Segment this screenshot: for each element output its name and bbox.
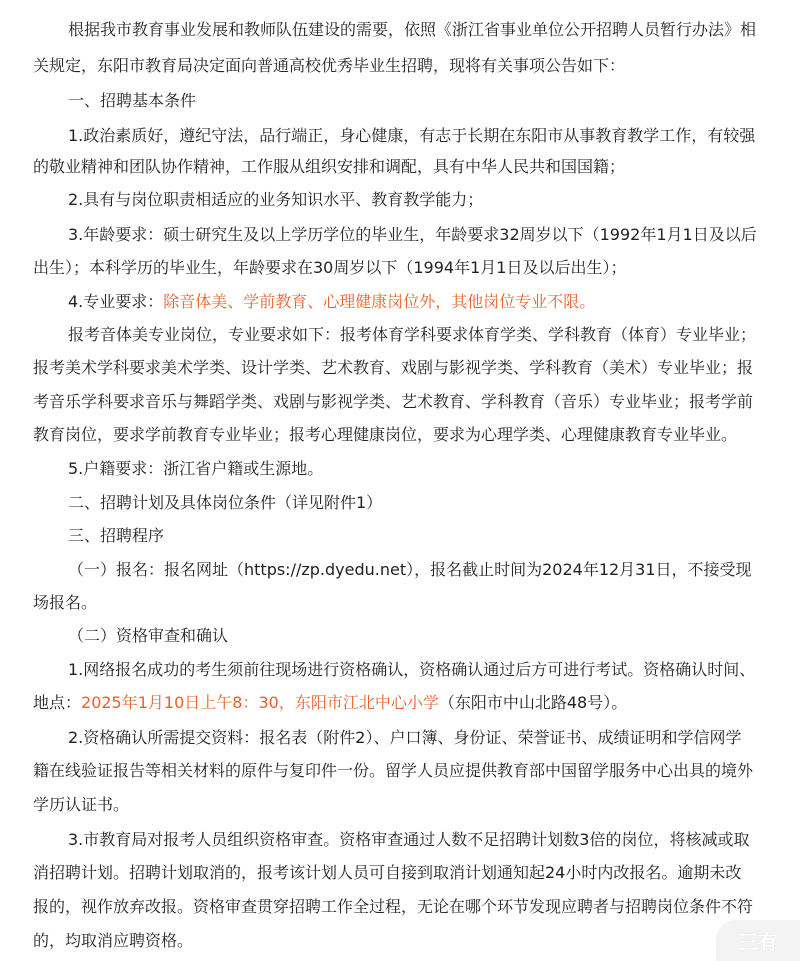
q3-line-2: 消招聘计划。招聘计划取消的，报考该计划人员可自接到取消计划通知起24小时内改报名。逾期未改 — [33, 863, 742, 882]
q1-line-2-suffix: （东阳市中山北路48号）。 — [438, 693, 628, 712]
intro-line-2: 关规定，东阳市教育局决定面向普通高校优秀毕业生招聘，现将有关事项公告如下： — [33, 56, 626, 75]
item1-line-2: 的敬业精神和团队协作精神，工作服从组织安排和调配，具有中华人民共和国国籍； — [33, 157, 626, 176]
item3-line-1: 3.年龄要求：硕士研究生及以上学历学位的毕业生，年龄要求32周岁以下（1992年1月1日及以后 — [68, 225, 757, 244]
q1-line-2-highlight: 2025年1月10日上午8：30，东阳市江北中心小学 — [81, 693, 439, 712]
q1-line-2 — [33, 692, 627, 714]
watermark-text: 三有 — [738, 930, 778, 954]
q3-line-4: 的，均取消应聘资格。 — [33, 931, 194, 950]
item5: 5.户籍要求：浙江省户籍或生源地。 — [68, 459, 324, 478]
section3-heading: 三、招聘程序 — [68, 526, 165, 545]
q3-line-3: 报的，视作放弃改报。资格审查贯穿招聘工作全过程，无论在哪个环节发现应聘者与招聘岗位条件不符 — [33, 897, 754, 916]
section2-heading: 二、招聘计划及具体岗位条件（详见附件1） — [68, 493, 383, 512]
major-req-line-2: 报考美术学科要求美术学类、设计学类、艺术教育、戏剧与影视学类、学科教育（美术）专业毕业；报 — [33, 358, 754, 377]
item4 — [68, 291, 595, 313]
qualification-heading: （二）资格审查和确认 — [68, 626, 229, 645]
item1-line-1: 1.政治素质好，遵纪守法，品行端正，身心健康，有志于长期在东阳市从事教育教学工作，有较强 — [68, 126, 756, 145]
item2: 2.具有与岗位职责相适应的业务知识水平、教育教学能力； — [68, 190, 484, 209]
registration-line-1: （一）报名：报名网址（https://zp.dyedu.net），报名截止时间为2024年12月31日，不接受现 — [68, 560, 752, 579]
major-req-line-4: 教育岗位，要求学前教育专业毕业；报考心理健康岗位，要求为心理学类、心理健康教育专业毕业。 — [33, 425, 738, 444]
q2-line-2: 籍在线验证报告等相关材料的原件与复印件一份。留学人员应提供教育部中国留学服务中心出具的境外 — [33, 761, 754, 780]
q1-line-2-prefix: 地点： — [33, 693, 82, 712]
item4-highlight: 除音体美、学前教育、心理健康岗位外，其他岗位专业不限。 — [163, 292, 596, 311]
intro-line-1: 根据我市教育事业发展和教师队伍建设的需要，依照《浙江省事业单位公开招聘人员暂行办法》相 — [68, 20, 757, 39]
major-req-line-3: 考音乐学科要求音乐与舞蹈学类、戏剧与影视学类、艺术教育、学科教育（音乐）专业毕业；报考学前 — [33, 392, 754, 411]
q1-line-1: 1.网络报名成功的考生须前往现场进行资格确认，资格确认通过后方可进行考试。资格确认时间、 — [68, 660, 756, 679]
q2-line-3: 学历认证书。 — [33, 795, 130, 814]
q2-line-1: 2.资格确认所需提交资料：报名表（附件2）、户口簿、身份证、荣誉证书、成绩证明和学信网学 — [68, 728, 742, 747]
major-req-line-1: 报考音体美专业岗位，专业要求如下：报考体育学科要求体育学类、学科教育（体育）专业毕业； — [68, 325, 757, 344]
watermark-logo — [716, 920, 800, 961]
q3-line-1: 3.市教育局对报考人员组织资格审查。资格审查通过人数不足招聘计划数3倍的岗位，将核减或取 — [68, 830, 750, 849]
section1-heading: 一、招聘基本条件 — [68, 91, 197, 110]
registration-line-2: 场报名。 — [33, 593, 98, 612]
item4-prefix: 4.专业要求： — [68, 292, 164, 311]
item3-line-2: 出生）；本科学历的毕业生，年龄要求在30周岁以下（1994年1月1日及以后出生）； — [33, 258, 627, 277]
